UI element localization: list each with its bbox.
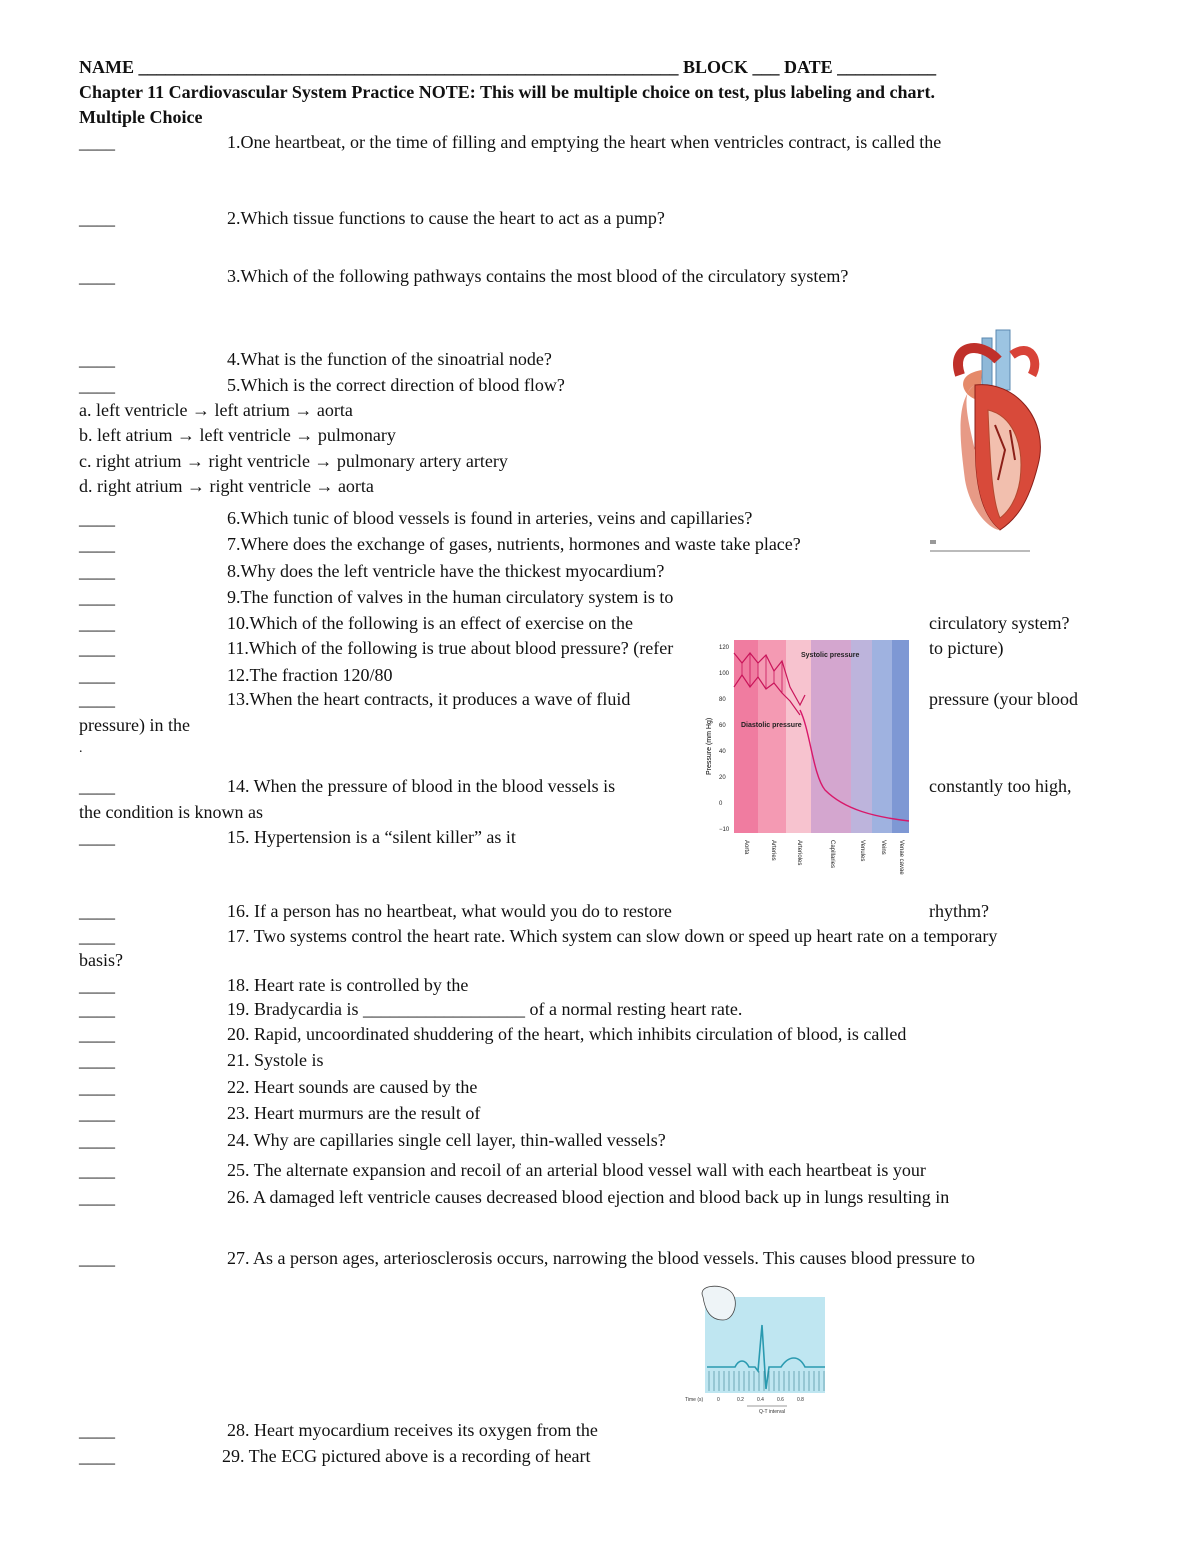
option-b: b. left atrium → left ventricle → pulmonary — [79, 425, 396, 445]
answer-blank[interactable]: ____ — [79, 901, 115, 921]
category-label: Capillaries — [829, 840, 835, 869]
qt-interval-label: Q-T interval — [759, 1409, 786, 1415]
answer-blank[interactable]: ____ — [79, 349, 115, 369]
question-text: 21. Systole is — [227, 1050, 324, 1070]
diastolic-label: Diastolic pressure — [741, 722, 802, 729]
question-20 — [79, 1023, 907, 1045]
answer-blank[interactable]: ____ — [79, 665, 115, 685]
question-text: 7.Where does the exchange of gases, nutrients, hormones and waste take place? — [227, 534, 801, 554]
heart-illustration — [920, 330, 1050, 560]
question-text: 13.When the heart contracts, it produces a wave of fluid — [227, 689, 631, 709]
question-text: 20. Rapid, uncoordinated shuddering of the heart, which inhibits circulation of blood, is called — [227, 1024, 907, 1044]
answer-blank[interactable]: ____ — [79, 827, 115, 847]
x-axis-categories — [743, 840, 904, 875]
name-block-date-line: NAME ____________________________________________________________ BLOCK ___ DATE ___________ — [79, 57, 937, 77]
question-4 — [79, 348, 552, 370]
ecg-tick-label: 0.6 — [777, 1397, 784, 1403]
ecg-illustration — [685, 1285, 835, 1420]
question-text: 3.Which of the following pathways contains the most blood of the circulatory system? — [227, 266, 849, 286]
category-label: Venules — [859, 840, 865, 862]
question-text: 6.Which tunic of blood vessels is found in arteries, veins and capillaries? — [227, 508, 753, 528]
y-tick-label: 0 — [719, 801, 723, 807]
venae-cavae-band — [892, 640, 909, 833]
question-17 — [79, 925, 998, 947]
answer-blank[interactable]: ____ — [79, 1248, 115, 1268]
question-25 — [79, 1159, 926, 1181]
question-1 — [79, 131, 942, 153]
question-text: 9.The function of valves in the human circulatory system is to — [227, 587, 674, 607]
ecg-tick-label: 0.4 — [757, 1397, 764, 1403]
question-text: 5.Which is the correct direction of blood flow? — [227, 375, 565, 395]
question-text: 26. A damaged left ventricle causes decreased blood ejection and blood back up in lungs resulting in — [227, 1187, 950, 1207]
question-text: 28. Heart myocardium receives its oxygen from the — [227, 1420, 598, 1440]
ecg-tick-label: 0 — [717, 1397, 720, 1403]
question-10-cont: circulatory system? — [929, 613, 1070, 633]
question-13-cont: pressure (your blood — [929, 689, 1078, 709]
answer-blank[interactable]: ____ — [79, 1103, 115, 1123]
ecg-time-label: Time (s) — [685, 1397, 704, 1403]
question-14-wrap: the condition is known as — [79, 802, 263, 822]
answer-blank[interactable]: ____ — [79, 1446, 115, 1466]
question-13 — [79, 688, 631, 710]
category-label: Arteries — [770, 840, 776, 861]
question-14 — [79, 775, 616, 797]
question-13-dot: . — [79, 741, 83, 756]
answer-blank[interactable]: ____ — [79, 1160, 115, 1180]
arterioles-band — [786, 640, 811, 833]
question-text: 1.One heartbeat, or the time of filling and emptying the heart when ventricles contract, is called the — [227, 132, 942, 152]
aorta-band — [734, 640, 758, 833]
ecg-time-ticks — [717, 1397, 804, 1403]
question-21 — [79, 1049, 324, 1071]
question-text: 2.Which tissue functions to cause the heart to act as a pump? — [227, 208, 665, 228]
question-text: 18. Heart rate is controlled by the — [227, 975, 469, 995]
answer-blank[interactable]: ____ — [79, 561, 115, 581]
page-title: Chapter 11 Cardiovascular System Practice NOTE: This will be multiple choice on test, plus labeling and chart. — [79, 82, 936, 102]
question-7 — [79, 533, 801, 555]
option-d: d. right atrium → right ventricle → aorta — [79, 476, 374, 496]
question-23 — [79, 1102, 481, 1124]
question-6 — [79, 507, 753, 529]
question-8 — [79, 560, 665, 582]
answer-blank[interactable]: ____ — [79, 613, 115, 633]
question-text: 16. If a person has no heartbeat, what would you do to restore — [227, 901, 672, 921]
question-14-cont: constantly too high, — [929, 776, 1072, 796]
answer-blank[interactable]: ____ — [79, 999, 115, 1019]
question-text: 22. Heart sounds are caused by the — [227, 1077, 478, 1097]
question-text: 29. The ECG pictured above is a recording of heart — [222, 1446, 591, 1466]
answer-blank[interactable]: ____ — [79, 266, 115, 286]
category-label: Aorta — [743, 840, 749, 855]
question-18 — [79, 974, 469, 996]
question-15 — [79, 826, 516, 848]
answer-blank[interactable]: ____ — [79, 1077, 115, 1097]
question-10 — [79, 612, 634, 634]
ecg-tick-label: 0.8 — [797, 1397, 804, 1403]
question-26 — [79, 1186, 950, 1208]
ecg-tick-label: 0.2 — [737, 1397, 744, 1403]
question-16-cont: rhythm? — [929, 901, 989, 921]
question-19 — [79, 998, 743, 1020]
answer-blank[interactable]: ____ — [79, 132, 115, 152]
question-3 — [79, 265, 849, 287]
category-label: Venae cavae — [898, 840, 904, 875]
question-text: 25. The alternate expansion and recoil of an arterial blood vessel wall with each heartbeat is your — [227, 1160, 926, 1180]
question-13-wrap: pressure) in the — [79, 715, 190, 735]
answer-blank[interactable]: ____ — [79, 975, 115, 995]
answer-blank[interactable]: ____ — [79, 375, 115, 395]
answer-blank[interactable]: ____ — [79, 534, 115, 554]
question-11-cont: to picture) — [929, 638, 1004, 658]
question-text: 27. As a person ages, arteriosclerosis occurs, narrowing the blood vessels. This causes blood pressure to — [227, 1248, 976, 1268]
question-28 — [79, 1419, 598, 1441]
systolic-label: Systolic pressure — [801, 652, 860, 659]
question-9 — [79, 586, 674, 608]
answer-blank[interactable]: ____ — [79, 1187, 115, 1207]
section-heading: Multiple Choice — [79, 107, 203, 127]
question-2 — [79, 207, 665, 229]
answer-blank[interactable]: ____ — [79, 638, 115, 658]
y-tick-label: −10 — [719, 827, 730, 833]
answer-blank[interactable]: ____ — [79, 208, 115, 228]
answer-blank[interactable]: ____ — [79, 1024, 115, 1044]
y-axis-label: Pressure (mm Hg) — [706, 717, 713, 775]
question-text: 24. Why are capillaries single cell layer, thin-walled vessels? — [227, 1130, 666, 1150]
y-axis-ticks — [719, 645, 730, 833]
answer-blank[interactable]: ____ — [79, 926, 115, 946]
answer-blank[interactable]: ____ — [79, 689, 115, 709]
veins-band — [872, 640, 892, 833]
answer-blank[interactable]: ____ — [79, 508, 115, 528]
blood-pressure-chart — [705, 635, 915, 895]
question-text: 12.The fraction 120/80 — [227, 665, 393, 685]
question-29 — [79, 1445, 591, 1467]
y-tick-label: 60 — [719, 723, 726, 729]
question-24 — [79, 1129, 666, 1151]
answer-blank[interactable]: ____ — [79, 1050, 115, 1070]
question-text: 14. When the pressure of blood in the blood vessels is — [227, 776, 616, 796]
category-label: Veins — [880, 840, 886, 855]
question-text: 11.Which of the following is true about blood pressure? (refer — [227, 638, 674, 658]
venules-band — [851, 640, 872, 833]
question-12 — [79, 664, 393, 686]
y-tick-label: 80 — [719, 697, 726, 703]
question-17-wrap: basis? — [79, 950, 123, 970]
y-tick-label: 40 — [719, 749, 726, 755]
question-text: 15. Hypertension is a “silent killer” as it — [227, 827, 516, 847]
question-16 — [79, 900, 672, 922]
question-text: 10.Which of the following is an effect of exercise on the — [227, 613, 634, 633]
question-text: 4.What is the function of the sinoatrial node? — [227, 349, 552, 369]
question-text: 23. Heart murmurs are the result of — [227, 1103, 481, 1123]
y-tick-label: 20 — [719, 775, 726, 781]
answer-blank[interactable]: ____ — [79, 776, 115, 796]
question-27 — [79, 1247, 976, 1269]
question-text: 19. Bradycardia is __________________ of a normal resting heart rate. — [227, 999, 743, 1019]
category-label: Arterioles — [796, 840, 802, 866]
y-tick-label: 100 — [719, 671, 730, 677]
question-text: 8.Why does the left ventricle have the thickest myocardium? — [227, 561, 665, 581]
question-text: 17. Two systems control the heart rate. Which system can slow down or speed up heart rate on a temporary — [227, 926, 998, 946]
option-c: c. right atrium → right ventricle → pulmonary artery artery — [79, 451, 508, 471]
option-a: a. left ventricle → left atrium → aorta — [79, 400, 353, 420]
answer-blank[interactable]: ____ — [79, 587, 115, 607]
answer-blank[interactable]: ____ — [79, 1420, 115, 1440]
question-5 — [79, 374, 565, 396]
y-tick-label: 120 — [719, 645, 730, 651]
question-11 — [79, 637, 674, 659]
question-22 — [79, 1076, 478, 1098]
answer-blank[interactable]: ____ — [79, 1130, 115, 1150]
